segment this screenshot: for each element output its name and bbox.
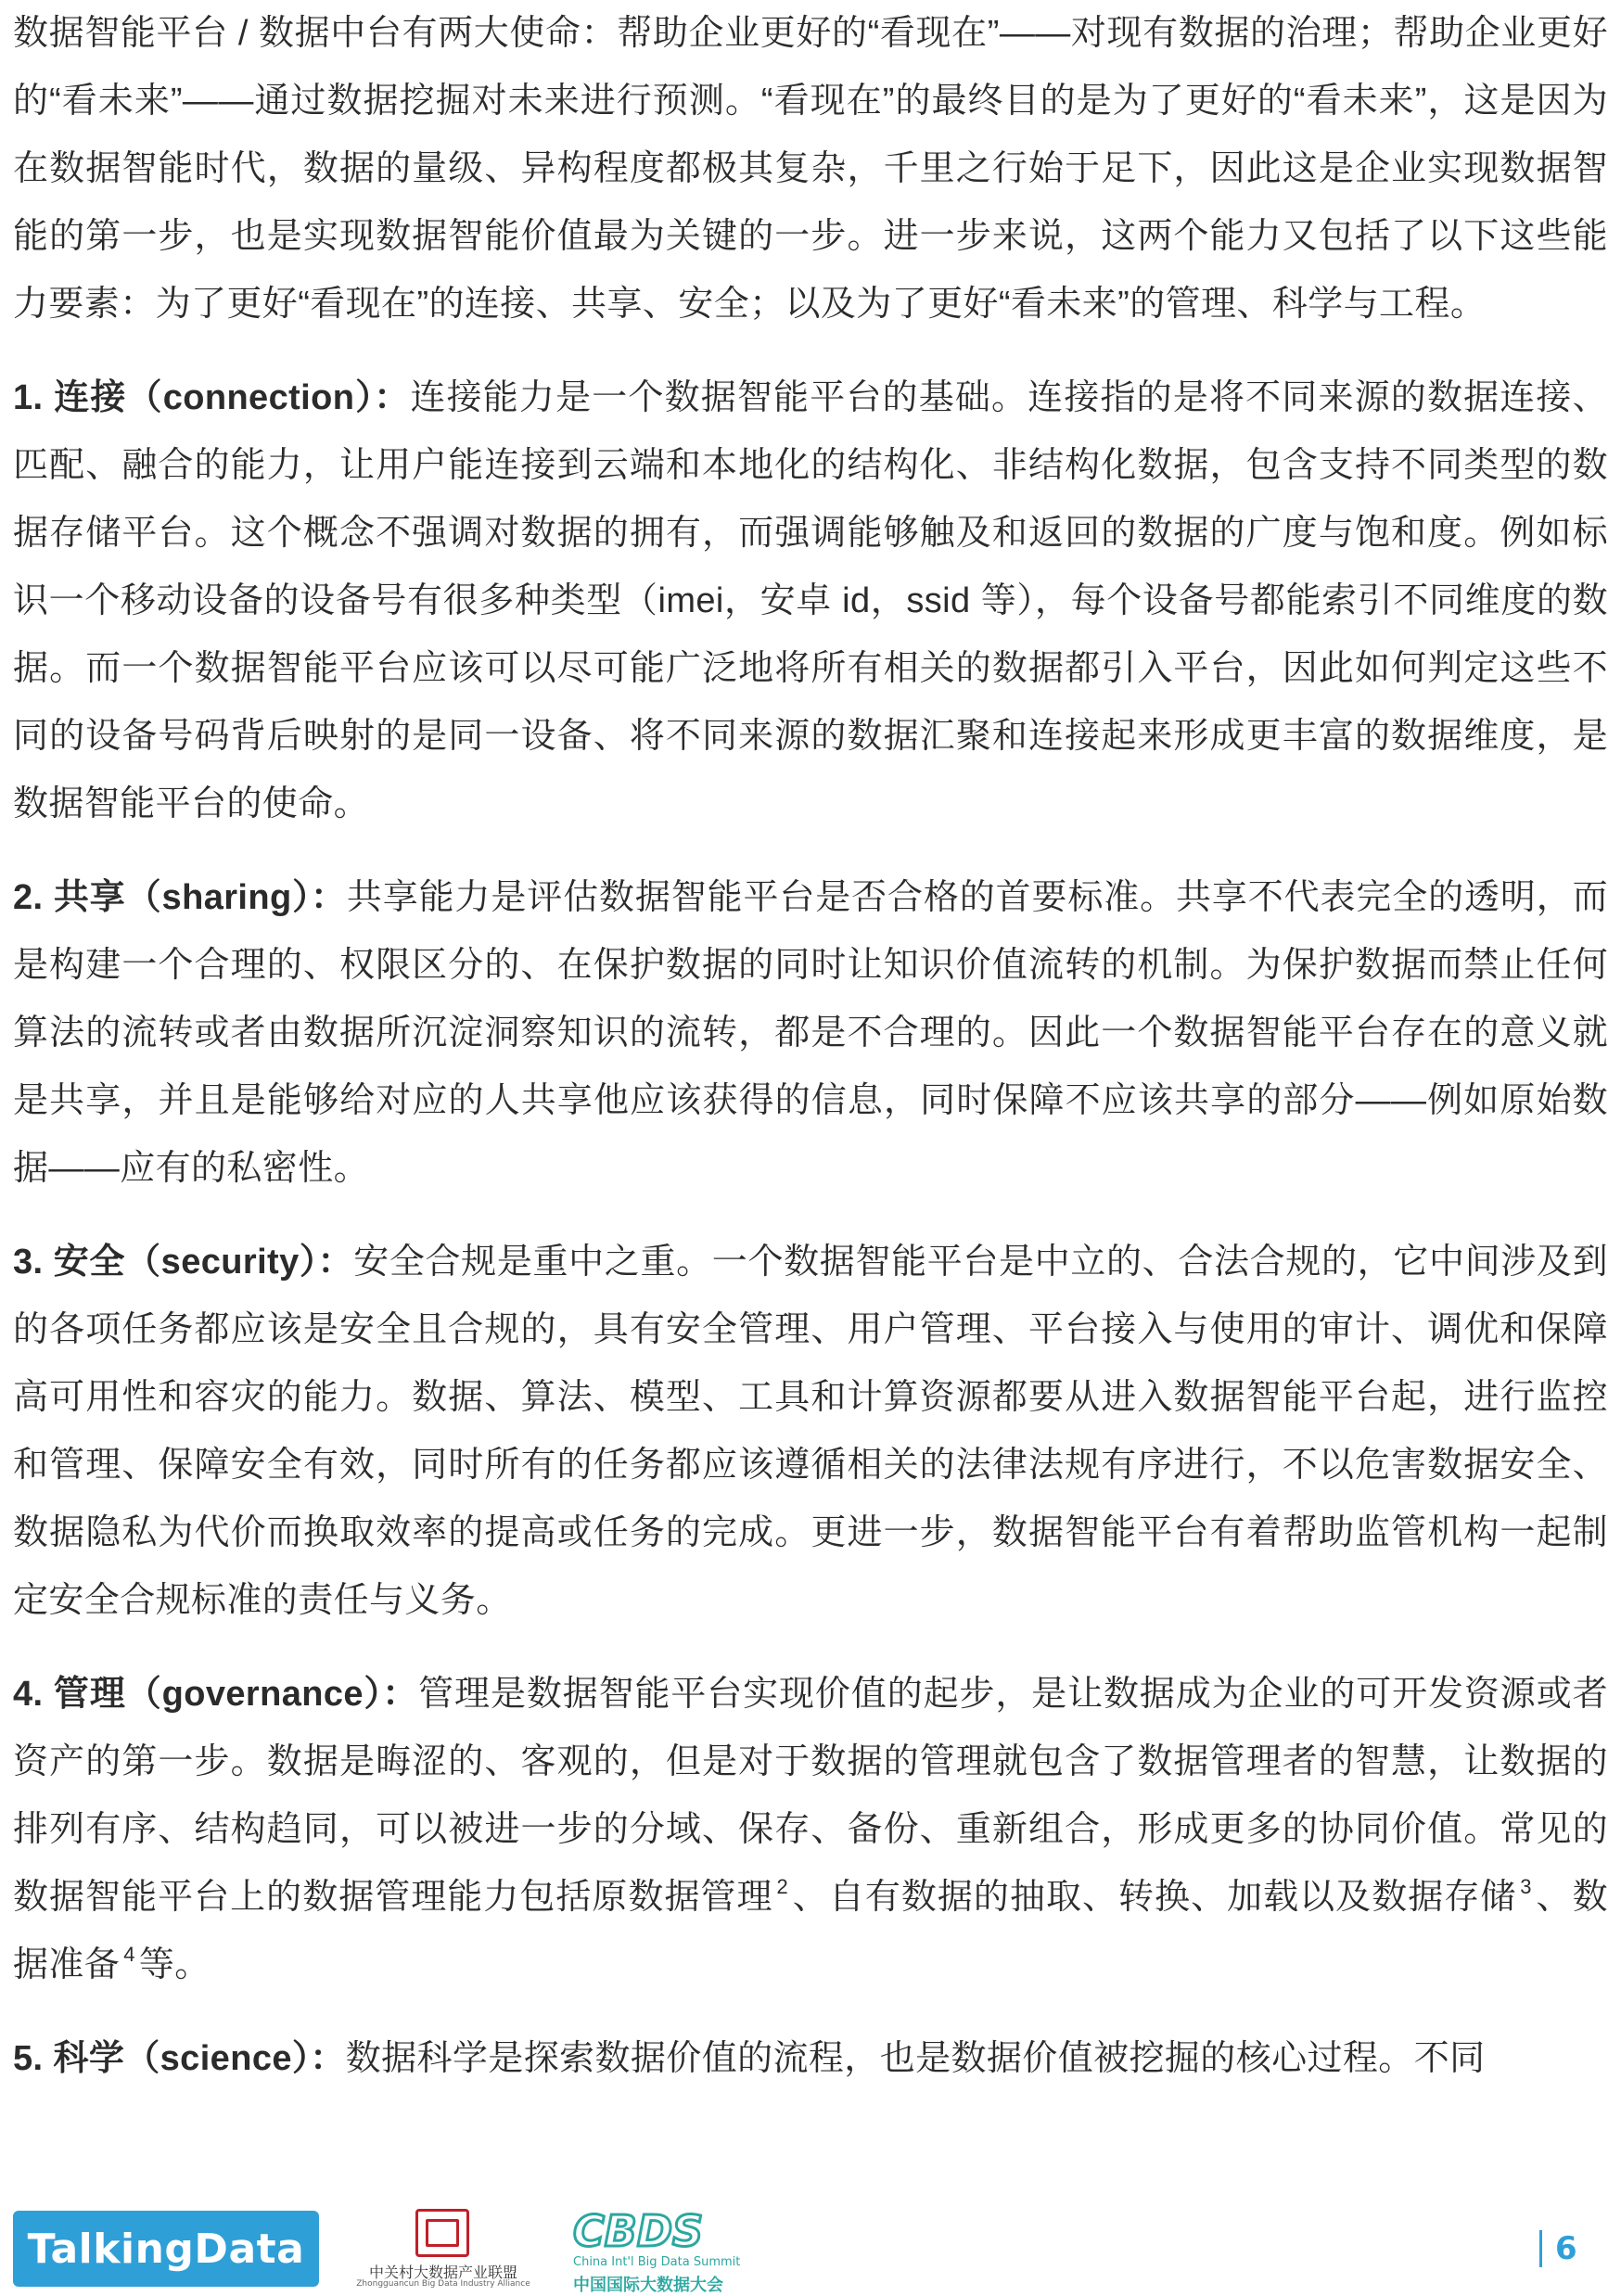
governance-text-1: 管理是数据智能平台实现价值的起步，是让数据成为企业的可开发资源或者资产的第一步。数据是晦涩的、客观的，但是对于数据的管理就包含了数据管理者的智慧，让数据的排列有序、结构趋同，可以被进一步的分域、保存、备份、重新组合，形成更多的协同价值。常见的数据智能平台上的数据管理能力包括原数据管理 xyxy=(13,1675,1608,1917)
zgc-seal-icon xyxy=(415,2209,469,2257)
sharing-heading: 2. 共享（sharing）： xyxy=(13,878,347,917)
talkingdata-logo-text: TalkingData xyxy=(27,2225,305,2273)
page-footer xyxy=(0,2207,1621,2294)
connection-heading: 1. 连接（connection）： xyxy=(13,378,411,417)
page-number-block xyxy=(1539,2226,1577,2272)
cbds-logo-cn: 中国国际大数据大会 xyxy=(573,2276,723,2295)
science-heading: 5. 科学（science）： xyxy=(13,2039,346,2078)
connection-paragraph xyxy=(13,364,1608,838)
footnote-ref-3[interactable]: 3 xyxy=(1520,1875,1532,1899)
sharing-text: 共享能力是评估数据智能平台是否合格的首要标准。共享不代表完全的透明，而是构建一个合理的、权限区分的、在保护数据的同时让知识价值流转的机制。为保护数据而禁止任何算法的流转或者由数据所沉淀洞察知识的流转，都是不合理的。因此一个数据智能平台存在的意义就是共享，并且是能够给对应的人共享他应该获得的信息，同时保障不应该共享的部分——例如原始数据——应有的私密性。 xyxy=(13,878,1608,1188)
zgc-logo-cn: 中关村大数据产业联盟 xyxy=(368,2264,517,2281)
page-number: 6 xyxy=(1555,2230,1577,2267)
governance-heading: 4. 管理（governance）： xyxy=(13,1675,419,1714)
document-body xyxy=(13,0,1608,2093)
security-paragraph xyxy=(13,1229,1608,1635)
footnote-ref-2[interactable]: 2 xyxy=(776,1875,789,1899)
governance-text-2: 、自有数据的抽取、转换、加载以及数据存储 xyxy=(792,1878,1517,1917)
talkingdata-logo xyxy=(13,2211,319,2287)
governance-paragraph xyxy=(13,1661,1608,1999)
zgc-alliance-logo xyxy=(351,2207,536,2294)
governance-text-3: 、数据准备 xyxy=(13,1878,1608,1984)
governance-text-4: 等。 xyxy=(138,1945,211,1984)
intro-paragraph xyxy=(13,0,1608,338)
cbds-logo xyxy=(568,2207,744,2294)
sharing-paragraph xyxy=(13,864,1608,1203)
cbds-mark-icon xyxy=(571,2207,738,2253)
cbds-logo-en: China Int'l Big Data Summit xyxy=(573,2255,741,2269)
connection-text: 连接能力是一个数据智能平台的基础。连接指的是将不同来源的数据连接、匹配、融合的能力，让用户能连接到云端和本地化的结构化、非结构化数据，包含支持不同类型的数据存储平台。这个概念不强调对数据的拥有，而强调能够触及和返回的数据的广度与饱和度。例如标识一个移动设备的设备号有很多种类型（imei，安卓 id，ssid 等），每个设备号都能索引不同维度的数据。而一个数据智能平台应该可以尽可能广泛地将所有相关的数据都引入平台，因此如何判定这些不同的设备号码背后映射的是同一设备、将不同来源的数据汇聚和连接起来形成更丰富的数据维度，是数据智能平台的使命。 xyxy=(13,378,1608,823)
intro-text: 数据智能平台 / 数据中台有两大使命：帮助企业更好的“看现在”——对现有数据的治理；帮助企业更好的“看未来”——通过数据挖掘对未来进行预测。“看现在”的最终目的是为了更好的“看未来”，这是因为在数据智能时代，数据的量级、异构程度都极其复杂，千里之行始于足下，因此这是企业实现数据智能的第一步，也是实现数据智能价值最为关键的一步。进一步来说，这两个能力又包括了以下这些能力要素：为了更好“看现在”的连接、共享、安全；以及为了更好“看未来”的管理、科学与工程。 xyxy=(13,14,1608,324)
security-text: 安全合规是重中之重。一个数据智能平台是中立的、合法合规的，它中间涉及到的各项任务都应该是安全且合规的，具有安全管理、用户管理、平台接入与使用的审计、调优和保障高可用性和容灾的能力。数据、算法、模型、工具和计算资源都要从进入数据智能平台起，进行监控和管理、保障安全有效，同时所有的任务都应该遵循相关的法律法规有序进行，不以危害数据安全、数据隐私为代价而换取效率的提高或任务的完成。更进一步，数据智能平台有着帮助监管机构一起制定安全合规标准的责任与义务。 xyxy=(13,1243,1608,1620)
science-paragraph xyxy=(13,2025,1608,2093)
zgc-logo-en: Zhongguancun Big Data Industry Alliance xyxy=(356,2279,530,2289)
security-heading: 3. 安全（security）： xyxy=(13,1243,354,1282)
footnote-ref-4[interactable]: 4 xyxy=(123,1943,135,1967)
page-number-divider xyxy=(1539,2230,1542,2267)
cbds-mark-text: CBDS xyxy=(573,2207,704,2253)
science-text: 数据科学是探索数据价值的流程，也是数据价值被挖掘的核心过程。不同 xyxy=(345,2039,1486,2078)
